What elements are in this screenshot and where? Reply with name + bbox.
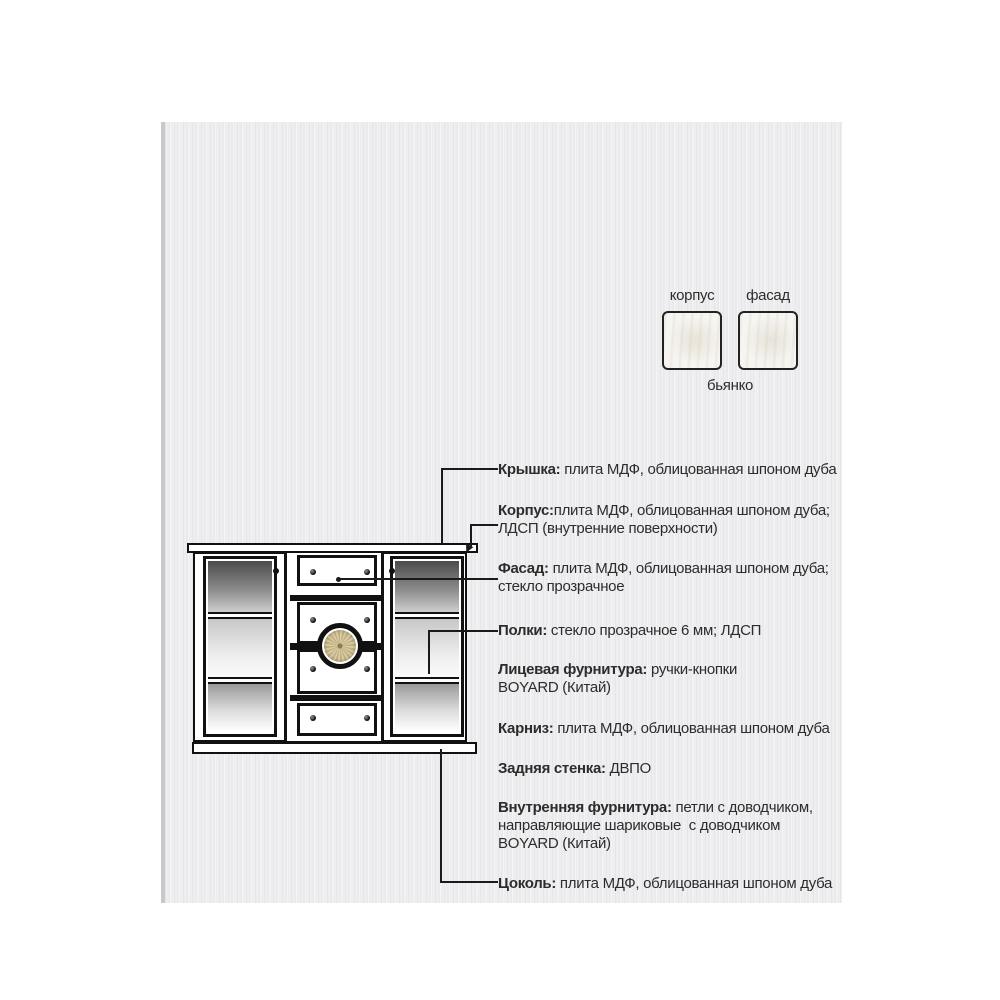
drawer-4 — [297, 703, 377, 736]
glass-door-right — [390, 556, 464, 737]
spec-text: плита МДФ, облицованная шпоном дуба — [560, 461, 837, 478]
door-knob-icon — [389, 568, 395, 574]
drawer-knob-icon — [364, 666, 370, 672]
material-swatch-korpus — [662, 311, 722, 370]
rosette-medallion-icon — [324, 630, 356, 662]
door-knob-icon — [273, 568, 279, 574]
glass-pane — [395, 684, 459, 730]
drawer-knob-icon — [364, 715, 370, 721]
spec-text: плита МДФ, облицованная шпоном дуба — [553, 720, 830, 737]
spec-text: BOYARD (Китай) — [498, 835, 611, 852]
swatch-label-korpus: корпус — [669, 287, 715, 304]
spec-term: Фасад: — [498, 560, 549, 577]
spec-text: плита МДФ, облицованная шпоном дуба; — [553, 502, 830, 519]
drawer-knob-icon — [310, 715, 316, 721]
shelf-rail — [208, 612, 272, 619]
spec-text: плита МДФ, облицованная шпоном дуба; — [548, 560, 829, 577]
spec-term: Карниз: — [498, 720, 554, 737]
spec-item-zadnyaya-stenka — [498, 760, 843, 778]
leader-polki-h — [428, 630, 498, 632]
cabinet-plinth — [192, 742, 477, 754]
rail-strip — [290, 595, 384, 601]
spec-term: Корпус: — [498, 502, 554, 519]
glass-door-left — [203, 556, 277, 737]
glass-pane — [208, 619, 272, 677]
spec-term: Задняя стенка: — [498, 760, 606, 777]
spec-term: Внутренняя фурнитура: — [498, 799, 672, 816]
spec-item-kryshka — [498, 461, 843, 479]
rail-strip — [290, 695, 384, 701]
spec-term: Крышка: — [498, 461, 561, 478]
leader-tsokol-v — [440, 749, 442, 883]
spec-term: Лицевая фурнитура: — [498, 661, 648, 678]
leader-korpus-h — [471, 524, 498, 526]
glass-pane — [208, 684, 272, 730]
spec-text: ручки-кнопки — [647, 661, 738, 678]
spec-item-vnutrennyaya-furnitura — [498, 799, 843, 853]
leader-korpus-v — [470, 524, 472, 548]
spec-text: ЛДСП (внутренние поверхности) — [498, 520, 718, 537]
spec-item-korpus — [498, 502, 843, 538]
spec-text: направляющие шариковые с доводчиком — [498, 817, 781, 834]
shelf-rail — [395, 677, 459, 684]
drawer-knob-icon — [310, 666, 316, 672]
spec-term: Полки: — [498, 622, 548, 639]
shelf-rail — [395, 612, 459, 619]
spec-text: стекло прозрачное — [498, 578, 625, 595]
glass-pane — [208, 561, 272, 612]
drawer-knob-icon — [364, 569, 370, 575]
shelf-rail — [208, 677, 272, 684]
swatch-label-fasad: фасад — [746, 287, 790, 304]
spec-term: Цоколь: — [498, 875, 557, 892]
spec-item-polki — [498, 622, 843, 640]
leader-tsokol-h — [440, 881, 498, 883]
leader-kryshka-v — [441, 468, 443, 544]
spec-text: ДВПО — [605, 760, 652, 777]
spec-item-karniz — [498, 720, 843, 738]
material-swatch-fasad — [738, 311, 798, 370]
spec-text: BOYARD (Китай) — [498, 679, 611, 696]
glass-door-left-panes — [208, 561, 272, 730]
spec-text: плита МДФ, облицованная шпоном дуба — [556, 875, 833, 892]
glass-door-right-panes — [395, 561, 459, 730]
spec-item-fasad — [498, 560, 843, 596]
glass-pane — [395, 561, 459, 612]
spec-text: стекло прозрачное 6 мм; ЛДСП — [547, 622, 762, 639]
leader-fasad-h — [339, 578, 498, 580]
spec-item-litsevaya-furnitura — [498, 661, 843, 697]
drawer-knob-icon — [310, 569, 316, 575]
drawer-knob-icon — [310, 617, 316, 623]
glass-pane — [395, 619, 459, 677]
finish-name-label: бьянко — [706, 377, 754, 394]
spec-text: петли с доводчиком, — [671, 799, 813, 816]
drawer-bank — [284, 553, 384, 741]
drawer-knob-icon — [364, 617, 370, 623]
leader-polki-v — [428, 630, 430, 674]
spec-item-tsokol — [498, 875, 843, 893]
leader-kryshka-h — [441, 468, 498, 470]
